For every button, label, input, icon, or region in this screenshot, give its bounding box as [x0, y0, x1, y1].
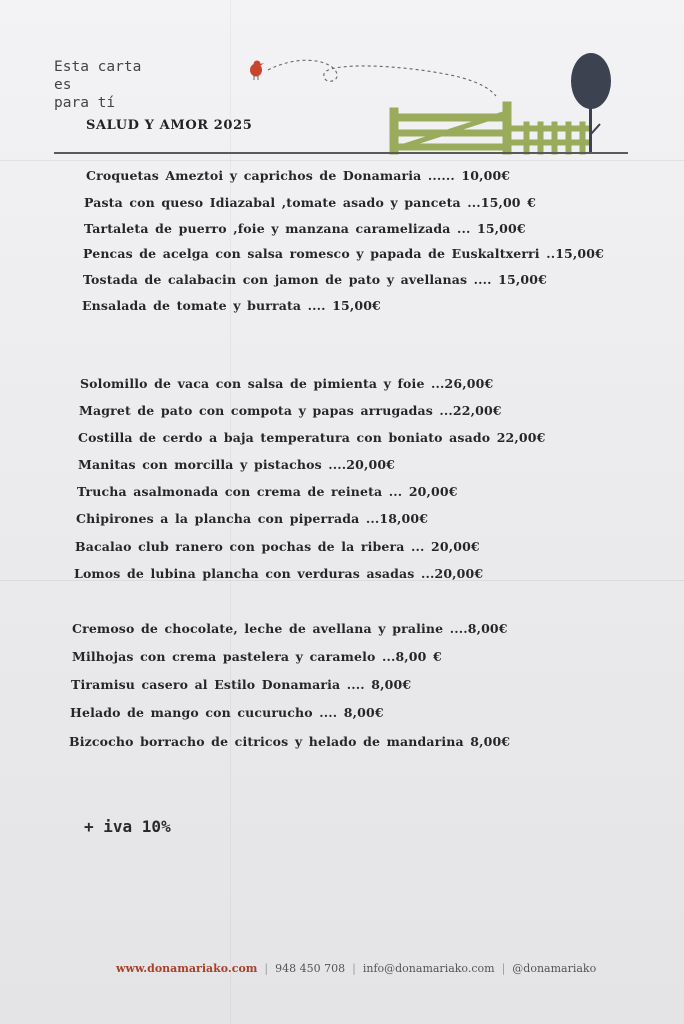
menu-item: Tostada de calabacin con jamon de pato y avellanas .... 15,00€	[83, 272, 547, 287]
footer-separator: |	[501, 962, 506, 975]
menu-item: Costilla de cerdo a baja temperatura con boniato asado 22,00€	[78, 430, 546, 445]
tax-note: + iva 10%	[84, 817, 171, 836]
bird-icon	[250, 61, 264, 81]
menu-item: Tartaleta de puerro ,foie y manzana caramelizada ... 15,00€	[84, 221, 526, 236]
menu-item: Cremoso de chocolate, leche de avellana y praline ....8,00€	[72, 621, 508, 636]
menu-item: Ensalada de tomate y burrata .... 15,00€	[82, 298, 381, 313]
flight-path	[268, 60, 496, 96]
footer-separator: |	[352, 962, 356, 975]
tree-icon	[571, 53, 611, 154]
menu-item: Bizcocho borracho de citricos y helado de mandarina 8,00€	[69, 734, 511, 749]
menu-item: Magret de pato con compota y papas arrugadas ...22,00€	[79, 403, 502, 418]
menu-item: Pencas de acelga con salsa romesco y papada de Euskaltxerri ..15,00€	[83, 246, 604, 261]
intro-line: para tí	[54, 95, 116, 111]
website-link[interactable]: www.donamariako.com	[116, 962, 258, 975]
menu-item: Manitas con morcilla y pistachos ....20,00€	[78, 457, 396, 472]
menu-item: Pasta con queso Idiazabal ,tomate asado y panceta ...15,00 €	[84, 195, 537, 210]
menu-item: Bacalao club ranero con pochas de la ribera ... 20,00€	[75, 539, 480, 554]
menu-title: SALUD Y AMOR 2025	[86, 118, 253, 133]
menu-item: Tiramisu casero al Estilo Donamaria .... 8,00€	[71, 677, 412, 692]
header-divider	[54, 152, 628, 154]
menu-item: Milhojas con crema pastelera y caramelo ...8,00 €	[72, 649, 442, 664]
phone-number[interactable]: 948 450 708	[275, 962, 346, 975]
menu-item: Trucha asalmonada con crema de reineta ... 20,00€	[77, 484, 458, 499]
fence-icon	[390, 102, 589, 154]
menu-item: Lomos de lubina plancha con verduras asadas ...20,00€	[74, 566, 484, 581]
paper-fold	[0, 160, 684, 161]
intro-text	[54, 58, 141, 112]
footer-contact	[116, 962, 596, 975]
header-illustration	[240, 44, 630, 159]
intro-line: Esta carta	[54, 59, 142, 75]
menu-item: Chipirones a la plancha con piperrada ...18,00€	[76, 511, 429, 526]
footer-separator: |	[264, 962, 269, 975]
menu-item: Solomillo de vaca con salsa de pimienta y foie ...26,00€	[80, 376, 494, 391]
menu-item: Helado de mango con cucurucho .... 8,00€	[70, 705, 384, 720]
email-link[interactable]: info@donamariako.com	[362, 962, 495, 975]
menu-item: Croquetas Ameztoi y caprichos de Donamaria ...... 10,00€	[86, 168, 511, 183]
social-handle[interactable]: @donamariako	[512, 962, 597, 975]
intro-line: es	[54, 77, 72, 93]
